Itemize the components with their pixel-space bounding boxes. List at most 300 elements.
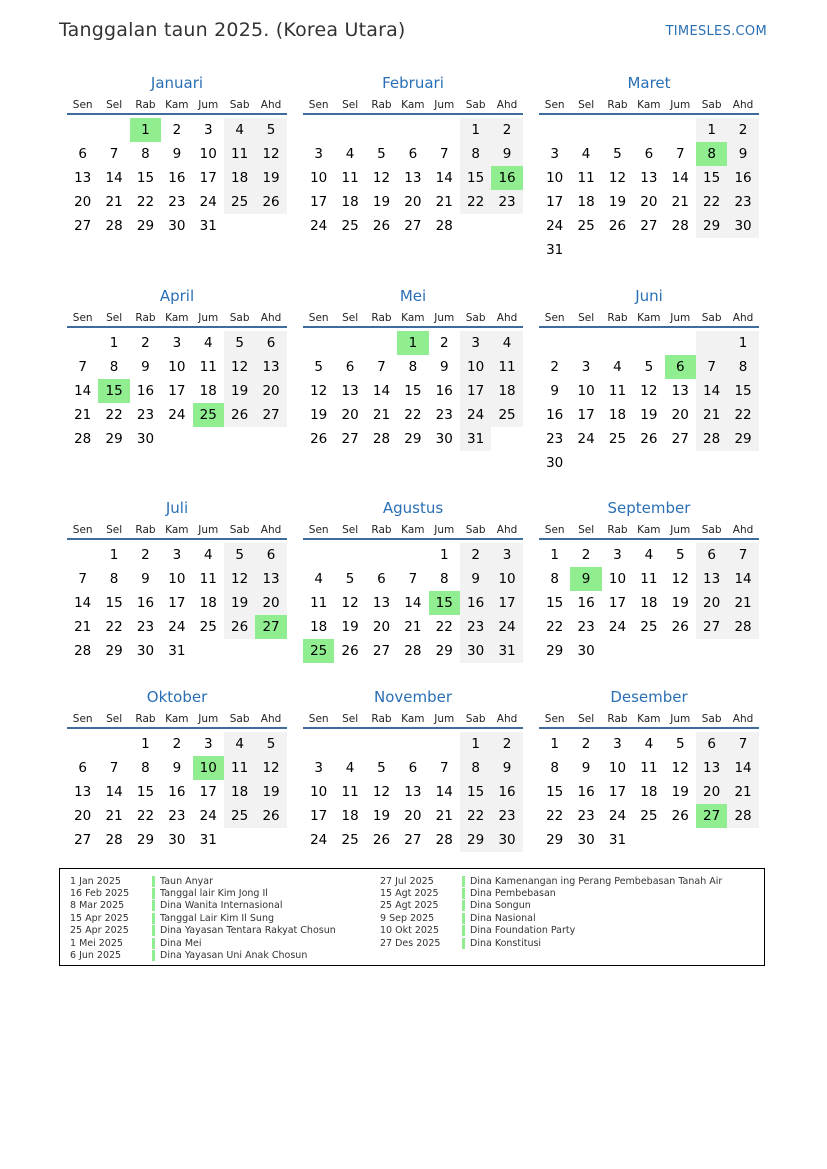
day-cell[interactable]: 12 [640, 383, 658, 399]
day-cell[interactable]: 24 [310, 218, 328, 234]
day-cell[interactable]: 6 [255, 543, 286, 567]
day-cell[interactable]: 19 [255, 166, 286, 190]
day-cell[interactable]: 19 [341, 619, 359, 635]
day-cell[interactable]: 24 [608, 808, 627, 824]
day-cell[interactable]: 21 [435, 808, 453, 824]
day-cell[interactable]: 1 [109, 335, 119, 351]
day-cell[interactable]: 9 [172, 146, 182, 162]
day-cell[interactable]: 24 [199, 808, 217, 824]
day-cell[interactable]: 31 [608, 832, 627, 848]
day-cell[interactable]: 14 [727, 567, 758, 591]
day-cell[interactable]: 2 [581, 547, 591, 563]
day-cell[interactable]: 4 [224, 118, 255, 142]
day-cell[interactable]: 4 [644, 736, 654, 752]
day-cell[interactable]: 2 [581, 736, 591, 752]
day-cell[interactable]: 12 [372, 170, 391, 186]
day-cell[interactable]: 20 [404, 194, 422, 210]
day-cell[interactable]: 15 [136, 170, 155, 186]
day-cell[interactable]: 3 [314, 146, 323, 162]
day-cell[interactable]: 5 [613, 146, 622, 162]
day-cell[interactable]: 3 [581, 359, 591, 375]
day-cell[interactable]: 30 [577, 832, 595, 848]
day-cell[interactable]: 18 [310, 619, 328, 635]
day-cell[interactable]: 18 [608, 407, 627, 423]
day-cell[interactable]: 7 [408, 571, 418, 587]
day-cell[interactable]: 15 [546, 784, 564, 800]
day-cell[interactable]: 26 [372, 218, 391, 234]
day-cell[interactable]: 30 [136, 431, 155, 447]
day-cell[interactable]: 25 [640, 808, 658, 824]
day-cell[interactable]: 12 [671, 760, 689, 776]
day-cell[interactable]: 9 [727, 142, 758, 166]
day-cell[interactable]: 8 [550, 571, 559, 587]
day-cell[interactable]: 20 [696, 780, 727, 804]
day-cell[interactable]: 1 [397, 331, 428, 355]
day-cell[interactable]: 22 [460, 804, 491, 828]
day-cell[interactable]: 28 [404, 643, 422, 659]
day-cell[interactable]: 1 [550, 547, 559, 563]
day-cell[interactable]: 16 [168, 784, 186, 800]
day-cell[interactable]: 8 [550, 760, 559, 776]
day-cell[interactable]: 10 [577, 383, 595, 399]
day-cell[interactable]: 13 [404, 170, 422, 186]
day-cell[interactable]: 17 [168, 595, 186, 611]
day-cell[interactable]: 31 [460, 427, 491, 451]
day-cell[interactable]: 30 [136, 643, 155, 659]
day-cell[interactable]: 16 [136, 383, 155, 399]
day-cell[interactable]: 17 [608, 595, 627, 611]
day-cell[interactable]: 15 [98, 379, 129, 403]
day-cell[interactable]: 18 [224, 780, 255, 804]
day-cell[interactable]: 28 [74, 643, 92, 659]
day-cell[interactable]: 3 [314, 760, 323, 776]
day-cell[interactable]: 27 [671, 431, 689, 447]
day-cell[interactable]: 24 [168, 619, 186, 635]
day-cell[interactable]: 5 [255, 732, 286, 756]
day-cell[interactable]: 9 [570, 567, 601, 591]
day-cell[interactable]: 3 [172, 547, 182, 563]
day-cell[interactable]: 7 [78, 571, 87, 587]
day-cell[interactable]: 17 [546, 194, 564, 210]
day-cell[interactable]: 23 [168, 808, 186, 824]
day-cell[interactable]: 11 [640, 760, 658, 776]
day-cell[interactable]: 17 [608, 784, 627, 800]
day-cell[interactable]: 1 [141, 736, 150, 752]
day-cell[interactable]: 5 [224, 331, 255, 355]
day-cell[interactable]: 19 [224, 379, 255, 403]
day-cell[interactable]: 17 [460, 379, 491, 403]
day-cell[interactable]: 21 [74, 619, 92, 635]
day-cell[interactable]: 20 [255, 591, 286, 615]
day-cell[interactable]: 26 [310, 431, 328, 447]
day-cell[interactable]: 16 [460, 591, 491, 615]
day-cell[interactable]: 6 [696, 543, 727, 567]
day-cell[interactable]: 11 [577, 170, 595, 186]
day-cell[interactable]: 8 [141, 760, 150, 776]
day-cell[interactable]: 2 [141, 335, 150, 351]
day-cell[interactable]: 26 [671, 619, 689, 635]
day-cell[interactable]: 3 [172, 335, 182, 351]
day-cell[interactable]: 9 [141, 359, 150, 375]
day-cell[interactable]: 10 [460, 355, 491, 379]
day-cell[interactable]: 25 [341, 832, 359, 848]
day-cell[interactable]: 23 [577, 808, 595, 824]
day-cell[interactable]: 25 [224, 190, 255, 214]
day-cell[interactable]: 28 [105, 218, 123, 234]
day-cell[interactable]: 19 [224, 591, 255, 615]
day-cell[interactable]: 7 [727, 543, 758, 567]
day-cell[interactable]: 28 [105, 832, 123, 848]
day-cell[interactable]: 27 [74, 218, 92, 234]
day-cell[interactable]: 20 [255, 379, 286, 403]
day-cell[interactable]: 26 [224, 615, 255, 639]
day-cell[interactable]: 14 [435, 170, 453, 186]
day-cell[interactable]: 21 [74, 407, 92, 423]
day-cell[interactable]: 25 [303, 639, 334, 663]
day-cell[interactable]: 28 [727, 615, 758, 639]
day-cell[interactable]: 22 [435, 619, 453, 635]
day-cell[interactable]: 23 [491, 804, 522, 828]
day-cell[interactable]: 10 [608, 571, 627, 587]
day-cell[interactable]: 4 [314, 571, 323, 587]
day-cell[interactable]: 23 [168, 194, 186, 210]
day-cell[interactable]: 25 [224, 804, 255, 828]
day-cell[interactable]: 25 [491, 403, 522, 427]
day-cell[interactable]: 1 [550, 736, 559, 752]
day-cell[interactable]: 20 [74, 194, 92, 210]
day-cell[interactable]: 3 [460, 331, 491, 355]
day-cell[interactable]: 11 [199, 359, 217, 375]
day-cell[interactable]: 14 [105, 784, 123, 800]
day-cell[interactable]: 8 [727, 355, 758, 379]
day-cell[interactable]: 15 [136, 784, 155, 800]
day-cell[interactable]: 11 [491, 355, 522, 379]
day-cell[interactable]: 12 [255, 756, 286, 780]
day-cell[interactable]: 20 [74, 808, 92, 824]
day-cell[interactable]: 18 [491, 379, 522, 403]
day-cell[interactable]: 21 [105, 194, 123, 210]
day-cell[interactable]: 25 [341, 218, 359, 234]
day-cell[interactable]: 24 [546, 218, 564, 234]
day-cell[interactable]: 31 [199, 832, 217, 848]
day-cell[interactable]: 17 [199, 170, 217, 186]
day-cell[interactable]: 31 [491, 639, 522, 663]
day-cell[interactable]: 9 [491, 142, 522, 166]
day-cell[interactable]: 30 [491, 828, 522, 852]
day-cell[interactable]: 2 [172, 736, 182, 752]
day-cell[interactable]: 9 [141, 571, 150, 587]
day-cell[interactable]: 10 [608, 760, 627, 776]
day-cell[interactable]: 18 [199, 595, 217, 611]
day-cell[interactable]: 26 [640, 431, 658, 447]
day-cell[interactable]: 24 [199, 194, 217, 210]
day-cell[interactable]: 12 [224, 355, 255, 379]
day-cell[interactable]: 11 [608, 383, 627, 399]
day-cell[interactable]: 11 [224, 756, 255, 780]
day-cell[interactable]: 3 [550, 146, 559, 162]
day-cell[interactable]: 27 [255, 403, 286, 427]
day-cell[interactable]: 5 [675, 547, 685, 563]
day-cell[interactable]: 27 [255, 615, 286, 639]
day-cell[interactable]: 2 [491, 732, 522, 756]
day-cell[interactable]: 24 [577, 431, 595, 447]
day-cell[interactable]: 22 [404, 407, 422, 423]
day-cell[interactable]: 20 [341, 407, 359, 423]
day-cell[interactable]: 4 [581, 146, 591, 162]
day-cell[interactable]: 17 [577, 407, 595, 423]
day-cell[interactable]: 30 [435, 431, 453, 447]
day-cell[interactable]: 22 [136, 194, 155, 210]
day-cell[interactable]: 31 [168, 643, 186, 659]
day-cell[interactable]: 13 [255, 355, 286, 379]
day-cell[interactable]: 20 [372, 619, 391, 635]
day-cell[interactable]: 6 [696, 732, 727, 756]
day-cell[interactable]: 22 [105, 407, 123, 423]
day-cell[interactable]: 8 [109, 571, 119, 587]
day-cell[interactable]: 17 [168, 383, 186, 399]
day-cell[interactable]: 22 [727, 403, 758, 427]
day-cell[interactable]: 27 [74, 832, 92, 848]
day-cell[interactable]: 5 [224, 543, 255, 567]
day-cell[interactable]: 17 [310, 808, 328, 824]
day-cell[interactable]: 29 [696, 214, 727, 238]
day-cell[interactable]: 27 [696, 804, 727, 828]
day-cell[interactable]: 11 [199, 571, 217, 587]
day-cell[interactable]: 20 [640, 194, 658, 210]
day-cell[interactable]: 29 [105, 643, 123, 659]
day-cell[interactable]: 18 [341, 194, 359, 210]
day-cell[interactable]: 22 [105, 619, 123, 635]
day-cell[interactable]: 26 [372, 832, 391, 848]
day-cell[interactable]: 17 [491, 591, 522, 615]
day-cell[interactable]: 14 [671, 170, 689, 186]
day-cell[interactable]: 6 [345, 359, 355, 375]
day-cell[interactable]: 3 [491, 543, 522, 567]
day-cell[interactable]: 11 [341, 170, 359, 186]
day-cell[interactable]: 25 [193, 403, 224, 427]
day-cell[interactable]: 1 [439, 547, 449, 563]
day-cell[interactable]: 1 [130, 118, 161, 142]
day-cell[interactable]: 29 [136, 218, 155, 234]
day-cell[interactable]: 4 [644, 547, 654, 563]
day-cell[interactable]: 10 [310, 784, 328, 800]
day-cell[interactable]: 9 [460, 567, 491, 591]
day-cell[interactable]: 26 [255, 190, 286, 214]
day-cell[interactable]: 12 [671, 571, 689, 587]
day-cell[interactable]: 30 [168, 218, 186, 234]
day-cell[interactable]: 8 [408, 359, 418, 375]
day-cell[interactable]: 13 [404, 784, 422, 800]
day-cell[interactable]: 25 [199, 619, 217, 635]
day-cell[interactable]: 7 [377, 359, 386, 375]
day-cell[interactable]: 10 [199, 146, 217, 162]
day-cell[interactable]: 5 [377, 760, 386, 776]
day-cell[interactable]: 1 [727, 331, 758, 355]
day-cell[interactable]: 20 [696, 591, 727, 615]
day-cell[interactable]: 13 [74, 170, 92, 186]
day-cell[interactable]: 30 [460, 639, 491, 663]
day-cell[interactable]: 16 [577, 784, 595, 800]
day-cell[interactable]: 18 [341, 808, 359, 824]
day-cell[interactable]: 21 [727, 780, 758, 804]
day-cell[interactable]: 10 [491, 567, 522, 591]
day-cell[interactable]: 8 [141, 146, 150, 162]
day-cell[interactable]: 14 [727, 756, 758, 780]
day-cell[interactable]: 8 [460, 142, 491, 166]
day-cell[interactable]: 16 [168, 170, 186, 186]
day-cell[interactable]: 29 [546, 643, 564, 659]
day-cell[interactable]: 24 [491, 615, 522, 639]
day-cell[interactable]: 20 [404, 808, 422, 824]
day-cell[interactable]: 27 [404, 218, 422, 234]
day-cell[interactable]: 5 [314, 359, 323, 375]
day-cell[interactable]: 15 [105, 595, 123, 611]
day-cell[interactable]: 28 [372, 431, 391, 447]
day-cell[interactable]: 7 [675, 146, 685, 162]
day-cell[interactable]: 30 [577, 643, 595, 659]
day-cell[interactable]: 27 [341, 431, 359, 447]
day-cell[interactable]: 1 [696, 118, 727, 142]
day-cell[interactable]: 29 [460, 828, 491, 852]
day-cell[interactable]: 29 [105, 431, 123, 447]
day-cell[interactable]: 7 [727, 732, 758, 756]
day-cell[interactable]: 22 [136, 808, 155, 824]
day-cell[interactable]: 9 [581, 760, 591, 776]
day-cell[interactable]: 23 [136, 619, 155, 635]
day-cell[interactable]: 13 [74, 784, 92, 800]
day-cell[interactable]: 6 [665, 355, 696, 379]
day-cell[interactable]: 27 [372, 643, 391, 659]
day-cell[interactable]: 13 [372, 595, 391, 611]
day-cell[interactable]: 5 [675, 736, 685, 752]
day-cell[interactable]: 27 [404, 832, 422, 848]
day-cell[interactable]: 28 [74, 431, 92, 447]
day-cell[interactable]: 15 [696, 166, 727, 190]
day-cell[interactable]: 6 [408, 146, 418, 162]
day-cell[interactable]: 19 [671, 784, 689, 800]
day-cell[interactable]: 4 [224, 732, 255, 756]
day-cell[interactable]: 29 [727, 427, 758, 451]
day-cell[interactable]: 1 [460, 732, 491, 756]
day-cell[interactable]: 19 [372, 808, 391, 824]
day-cell[interactable]: 9 [172, 760, 182, 776]
day-cell[interactable]: 25 [577, 218, 595, 234]
day-cell[interactable]: 15 [460, 166, 491, 190]
day-cell[interactable]: 14 [74, 595, 92, 611]
day-cell[interactable]: 9 [439, 359, 449, 375]
day-cell[interactable]: 4 [203, 335, 213, 351]
day-cell[interactable]: 16 [546, 407, 564, 423]
day-cell[interactable]: 29 [404, 431, 422, 447]
day-cell[interactable]: 7 [78, 359, 87, 375]
day-cell[interactable]: 28 [696, 427, 727, 451]
day-cell[interactable]: 13 [640, 170, 658, 186]
day-cell[interactable]: 29 [546, 832, 564, 848]
day-cell[interactable]: 5 [377, 146, 386, 162]
day-cell[interactable]: 14 [696, 379, 727, 403]
day-cell[interactable]: 30 [546, 455, 564, 471]
day-cell[interactable]: 13 [696, 567, 727, 591]
day-cell[interactable]: 1 [109, 547, 119, 563]
day-cell[interactable]: 26 [671, 808, 689, 824]
day-cell[interactable]: 23 [546, 431, 564, 447]
day-cell[interactable]: 24 [310, 832, 328, 848]
day-cell[interactable]: 30 [168, 832, 186, 848]
day-cell[interactable]: 4 [345, 760, 355, 776]
day-cell[interactable]: 23 [727, 190, 758, 214]
day-cell[interactable]: 22 [546, 808, 564, 824]
day-cell[interactable]: 6 [78, 146, 87, 162]
day-cell[interactable]: 21 [671, 194, 689, 210]
day-cell[interactable]: 24 [608, 619, 627, 635]
day-cell[interactable]: 7 [439, 760, 449, 776]
day-cell[interactable]: 19 [255, 780, 286, 804]
day-cell[interactable]: 2 [439, 335, 449, 351]
day-cell[interactable]: 18 [577, 194, 595, 210]
day-cell[interactable]: 9 [550, 383, 559, 399]
day-cell[interactable]: 19 [640, 407, 658, 423]
day-cell[interactable]: 13 [255, 567, 286, 591]
day-cell[interactable]: 3 [203, 736, 213, 752]
day-cell[interactable]: 22 [696, 190, 727, 214]
day-cell[interactable]: 10 [168, 359, 186, 375]
day-cell[interactable]: 28 [727, 804, 758, 828]
day-cell[interactable]: 21 [696, 403, 727, 427]
day-cell[interactable]: 2 [460, 543, 491, 567]
day-cell[interactable]: 19 [671, 595, 689, 611]
day-cell[interactable]: 19 [608, 194, 627, 210]
day-cell[interactable]: 15 [546, 595, 564, 611]
day-cell[interactable]: 8 [460, 756, 491, 780]
day-cell[interactable]: 11 [224, 142, 255, 166]
day-cell[interactable]: 11 [640, 571, 658, 587]
day-cell[interactable]: 10 [310, 170, 328, 186]
day-cell[interactable]: 27 [640, 218, 658, 234]
day-cell[interactable]: 10 [168, 571, 186, 587]
day-cell[interactable]: 15 [727, 379, 758, 403]
day-cell[interactable]: 16 [577, 595, 595, 611]
day-cell[interactable]: 15 [429, 591, 460, 615]
day-cell[interactable]: 18 [640, 784, 658, 800]
day-cell[interactable]: 10 [546, 170, 564, 186]
day-cell[interactable]: 18 [640, 595, 658, 611]
day-cell[interactable]: 21 [435, 194, 453, 210]
day-cell[interactable]: 21 [105, 808, 123, 824]
day-cell[interactable]: 15 [460, 780, 491, 804]
day-cell[interactable]: 22 [546, 619, 564, 635]
day-cell[interactable]: 2 [491, 118, 522, 142]
day-cell[interactable]: 12 [372, 784, 391, 800]
day-cell[interactable]: 7 [109, 146, 119, 162]
day-cell[interactable]: 25 [640, 619, 658, 635]
day-cell[interactable]: 11 [310, 595, 328, 611]
day-cell[interactable]: 5 [345, 571, 355, 587]
day-cell[interactable]: 30 [727, 214, 758, 238]
day-cell[interactable]: 15 [404, 383, 422, 399]
day-cell[interactable]: 23 [491, 190, 522, 214]
day-cell[interactable]: 16 [136, 595, 155, 611]
day-cell[interactable]: 7 [439, 146, 449, 162]
day-cell[interactable]: 26 [341, 643, 359, 659]
day-cell[interactable]: 28 [435, 832, 453, 848]
day-cell[interactable]: 6 [78, 760, 87, 776]
day-cell[interactable]: 20 [671, 407, 689, 423]
day-cell[interactable]: 1 [460, 118, 491, 142]
day-cell[interactable]: 14 [404, 595, 422, 611]
day-cell[interactable]: 17 [310, 194, 328, 210]
day-cell[interactable]: 14 [74, 383, 92, 399]
day-cell[interactable]: 23 [435, 407, 453, 423]
